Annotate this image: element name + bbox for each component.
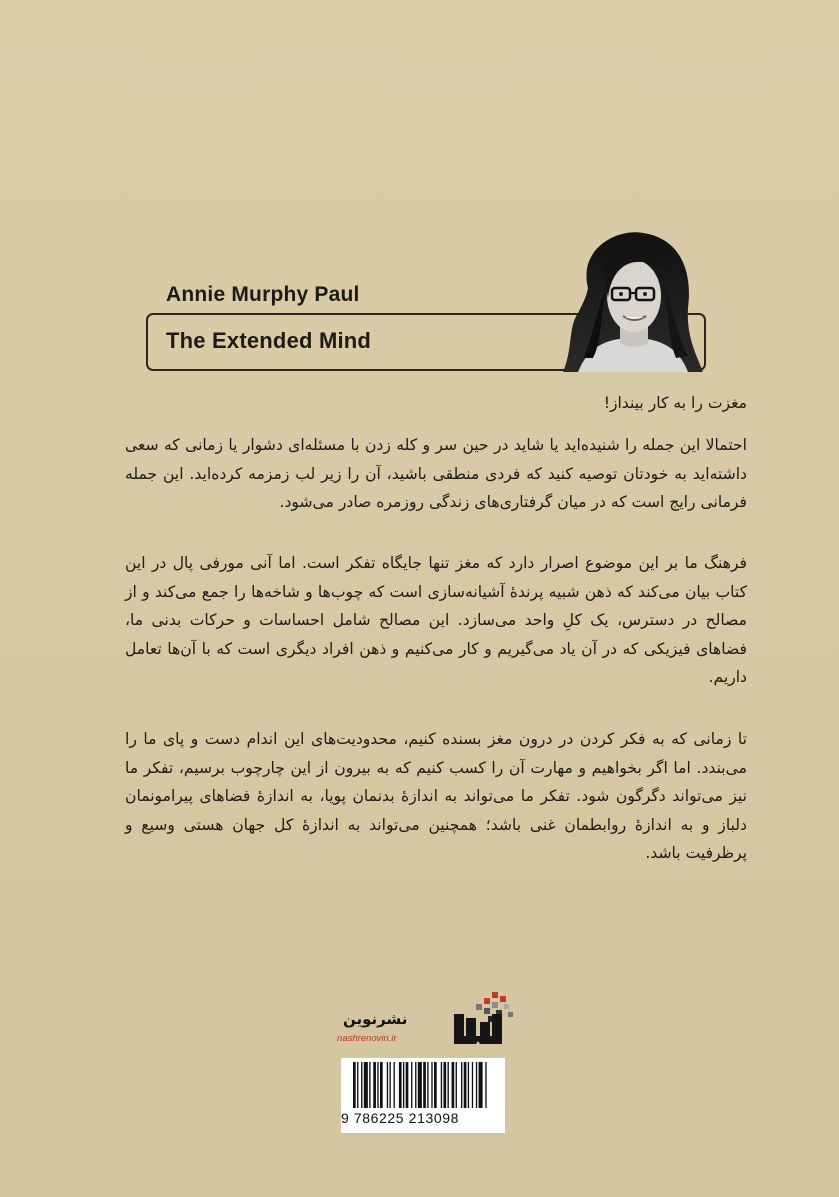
- barcode-bar: [476, 1062, 477, 1108]
- barcode-bar: [389, 1062, 390, 1108]
- barcode-bar: [364, 1062, 368, 1108]
- barcode-bar: [418, 1062, 422, 1108]
- barcode-bar: [380, 1062, 383, 1108]
- author-portrait: [548, 228, 708, 372]
- barcode-bar: [353, 1062, 356, 1108]
- barcode-bar: [423, 1062, 426, 1108]
- barcode-bar: [464, 1062, 467, 1108]
- blurb-heading: مغزت را به کار بینداز!: [603, 394, 747, 412]
- isbn-number: 9 786225 213098: [341, 1110, 459, 1126]
- barcode-bars: [341, 1058, 505, 1110]
- publisher-url: nashrenovin.ir: [337, 1033, 397, 1044]
- barcode-bar: [411, 1062, 412, 1108]
- book-title: The Extended Mind: [166, 328, 372, 353]
- book-pixel-icon: [392, 992, 522, 1052]
- barcode-bar: [452, 1062, 455, 1108]
- barcode-bar: [441, 1062, 442, 1108]
- barcode-bar: [434, 1062, 437, 1108]
- barcode-bar: [361, 1062, 362, 1108]
- barcode-bar: [448, 1062, 449, 1108]
- barcode-bar: [357, 1062, 358, 1108]
- barcode-bar: [377, 1062, 378, 1108]
- blurb-paragraph-2: فرهنگ ما بر این موضوع اصرار دارد که مغز تنها جایگاه تفکر است. اما آنی مورفی پال در این کتاب بیان می‌کند که ذهن شبیه پرندۀ آشیانه‌سازی است که چوب‌ها و شاخه‌ها را جمع می‌کند و از مصالح در دسترس، یک کلِ واحد می‌سازد. این مصالح شامل احساسات و حرکات بدنی ما، فضاهای فیزیکی که در آن یاد می‌گیریم و کار می‌کنیم و ذهن افراد دیگری است که با آن‌ها تعامل داریم.: [125, 554, 747, 687]
- author-photo-illustration: [548, 228, 708, 372]
- publisher-logo: [392, 992, 522, 1052]
- barcode-bar: [415, 1062, 416, 1108]
- barcode-bar: [485, 1062, 486, 1108]
- barcode-bar: [394, 1062, 395, 1108]
- barcode-bar: [369, 1062, 370, 1108]
- barcode-bar: [456, 1062, 457, 1108]
- barcode-bar: [461, 1062, 462, 1108]
- barcode-bar: [403, 1062, 404, 1108]
- barcode-bar: [387, 1062, 388, 1108]
- barcode-bar: [427, 1062, 428, 1108]
- barcode-bar: [406, 1062, 409, 1108]
- barcode-bar: [479, 1062, 483, 1108]
- publisher-name: نشرنوین: [343, 1010, 408, 1028]
- blurb-paragraph-3: تا زمانی که به فکر کردن در درون مغز بسنده کنیم، محدودیت‌های این اندام دست و پای ما را می‌بندد. اما اگر بخواهیم و مهارت آن را کسب کنیم که به بیرون از این چارچوب برسیم، تفکر ما نیز می‌تواند دگرگون شود. تفکر ما می‌تواند به اندازۀ بدنمان پویا، به اندازۀ فضاهای پیرامونمان دلباز و به اندازۀ روابطمان غنی باشد؛ همچنین می‌تواند به اندازۀ کل جهان هستی وسیع و پرظرفیت باشد.: [125, 730, 747, 863]
- barcode-bar: [472, 1062, 473, 1108]
- barcode-bar: [443, 1062, 446, 1108]
- barcode-bar: [468, 1062, 469, 1108]
- barcode-bar: [399, 1062, 402, 1108]
- barcode-bar: [373, 1062, 376, 1108]
- barcode-bar: [431, 1062, 432, 1108]
- author-name: Annie Murphy Paul: [166, 283, 360, 306]
- blurb-paragraph-1: احتمالا این جمله را شنیده‌اید یا شاید در حین سر و کله زدن با مسئله‌ای دشوار یا زمانی که سعی داشته‌اید به خودتان توصیه کنید که فردی منطقی باشید، آن را زیر لب زمزمه کرده‌اید. این جمله فرمانی رایج است که در میان گرفتاری‌های زندگی روزمره صادر می‌شود.: [125, 436, 747, 512]
